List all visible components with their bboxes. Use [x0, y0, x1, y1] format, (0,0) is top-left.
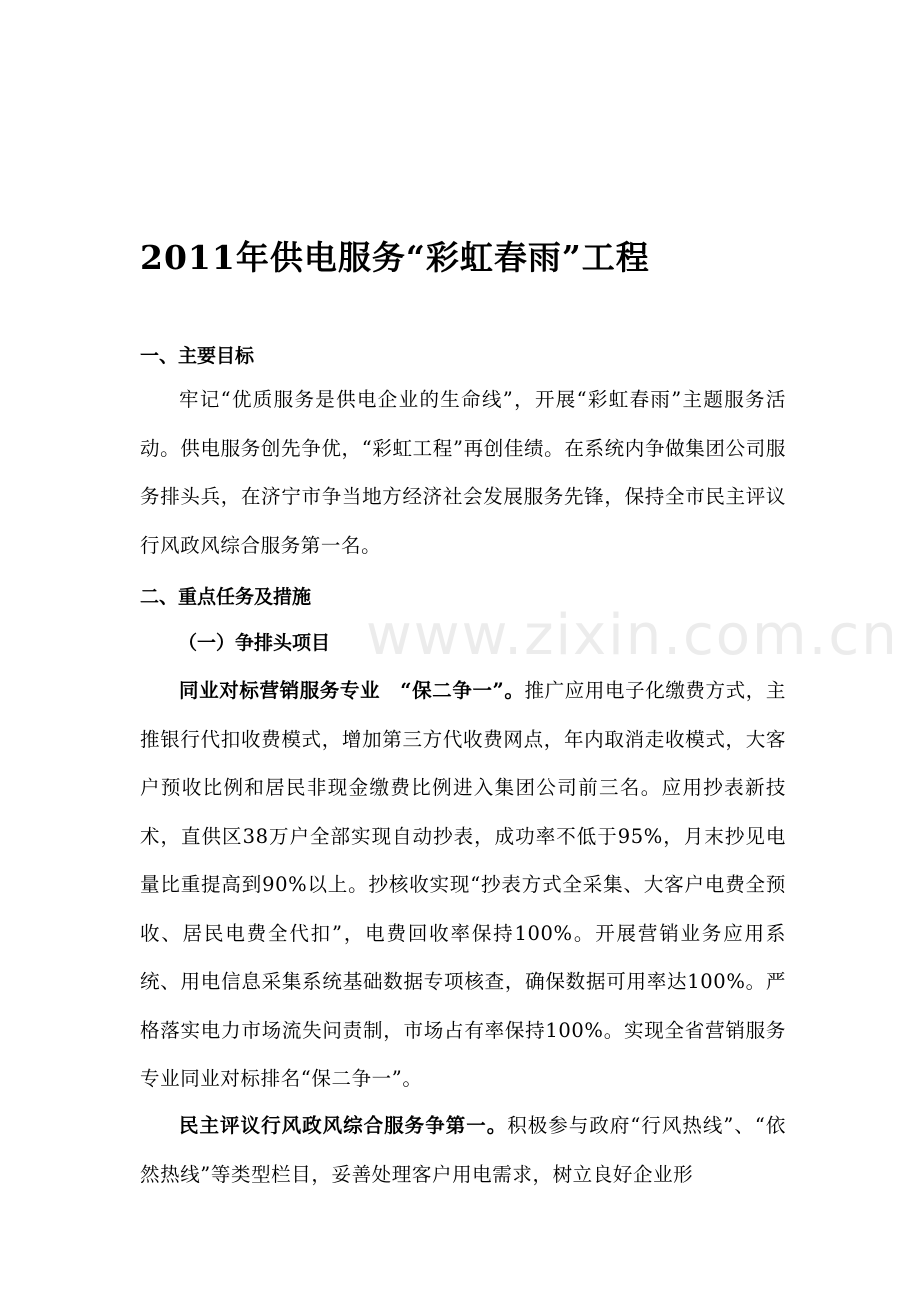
paragraph-goals: 牢记“优质服务是供电企业的生命线”，开展“彩虹春雨”主题服务活动。供电服务创先争优，“彩虹工程”再创佳绩。在系统内争做集团公司服务排头兵，在济宁市争当地方经济社会发展服务先锋，保持全市民主评议行风政风综合服务第一名。 — [140, 388, 786, 557]
paragraph-democratic-review — [140, 1102, 786, 1199]
paragraph-body-review: 积极参与政府“行风热线”、“依然热线”等类型栏目，妥善处理客户用电需求，树立良好企业形 — [140, 1114, 786, 1186]
paragraph-body-marketing: 推广应用电子化缴费方式，主推银行代扣收费模式，增加第三方代收费网点，年内取消走收模式，大客户预收比例和居民非现金缴费比例进入集团公司前三名。应用抄表新技术，直供区38万户全部实现自动抄表，成功率不低于95%，月末抄见电量比重提高到90%以上。抄核收实现“抄表方式全采集、大客户电费全预收、居民电费全代扣”，电费回收率保持100%。开展营销业务应用系统、用电信息采集系统基础数据专项核查，确保数据可用率达100%。严格落实电力市场流失问责制，市场占有率保持100%。实现全省营销服务专业同业对标排名“保二争一”。 — [140, 679, 786, 1090]
section-heading-goals: 一、主要目标 — [140, 345, 255, 367]
section-heading-tasks: 二、重点任务及措施 — [140, 586, 312, 608]
paragraph-lead-marketing: 同业对标营销服务专业 “保二争一”。 — [179, 679, 525, 702]
subsection-heading-lead-projects: （一）争排头项目 — [178, 632, 331, 654]
watermark: www.zixin.com.cn — [366, 603, 899, 668]
paragraph-marketing-service — [140, 667, 786, 1104]
document-title: 2011年供电服务“彩虹春雨”工程 — [140, 238, 650, 277]
paragraph-lead-review: 民主评议行风政风综合服务争第一。 — [179, 1114, 508, 1137]
